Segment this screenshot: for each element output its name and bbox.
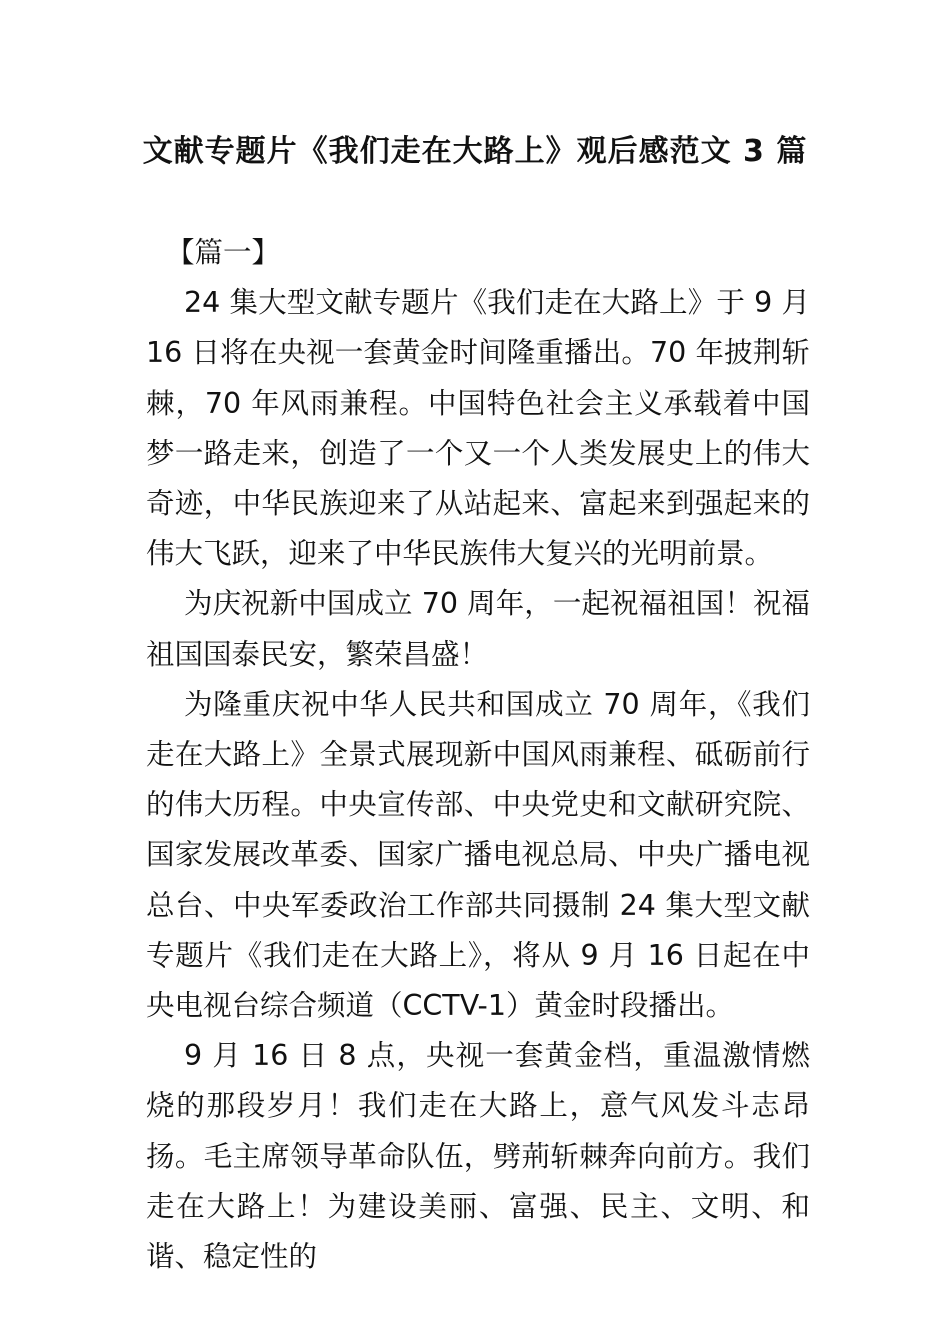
- paragraph: 24 集大型文献专题片《我们走在大路上》于 9 月 16 日将在央视一套黄金时间隆重播出。70 年披荆斩棘，70 年风雨兼程。中国特色社会主义承载着中国梦一路走来，创造了一个又一个人类发展史上的伟大奇迹，中华民族迎来了从站起来、富起来到强起来的伟大飞跃，迎来了中华民族伟大复兴的光明前景。: [146, 286, 810, 571]
- document-body: [146, 228, 810, 1282]
- document-title: 文献专题片《我们走在大路上》观后感范文 3 篇: [142, 134, 808, 169]
- section-label: 【篇一】: [166, 236, 281, 269]
- paragraph: 为庆祝新中国成立 70 周年，一起祝福祖国！祝福祖国国泰民安，繁荣昌盛！: [146, 587, 810, 671]
- paragraph: 9 月 16 日 8 点，央视一套黄金档，重温激情燃烧的那段岁月！我们走在大路上，意气风发斗志昂扬。毛主席领导革命队伍，劈荊斩棘奔向前方。我们走在大路上！为建设美丽、富强、民主、文明、和谐、稳定性的: [146, 1039, 810, 1274]
- paragraph: 为隆重庆祝中华人民共和国成立 70 周年，《我们走在大路上》全景式展现新中国风雨兼程、砥砺前行的伟大历程。中央宣传部、中央党史和文献研究院、国家发展改革委、国家广播电视总局、中央广播电视总台、中央军委政治工作部共同摄制 24 集大型文献专题片《我们走在大路上》，将从 9 月 16 日起在中央电视台综合频道（CCTV-1）黄金时段播出。: [146, 687, 810, 1023]
